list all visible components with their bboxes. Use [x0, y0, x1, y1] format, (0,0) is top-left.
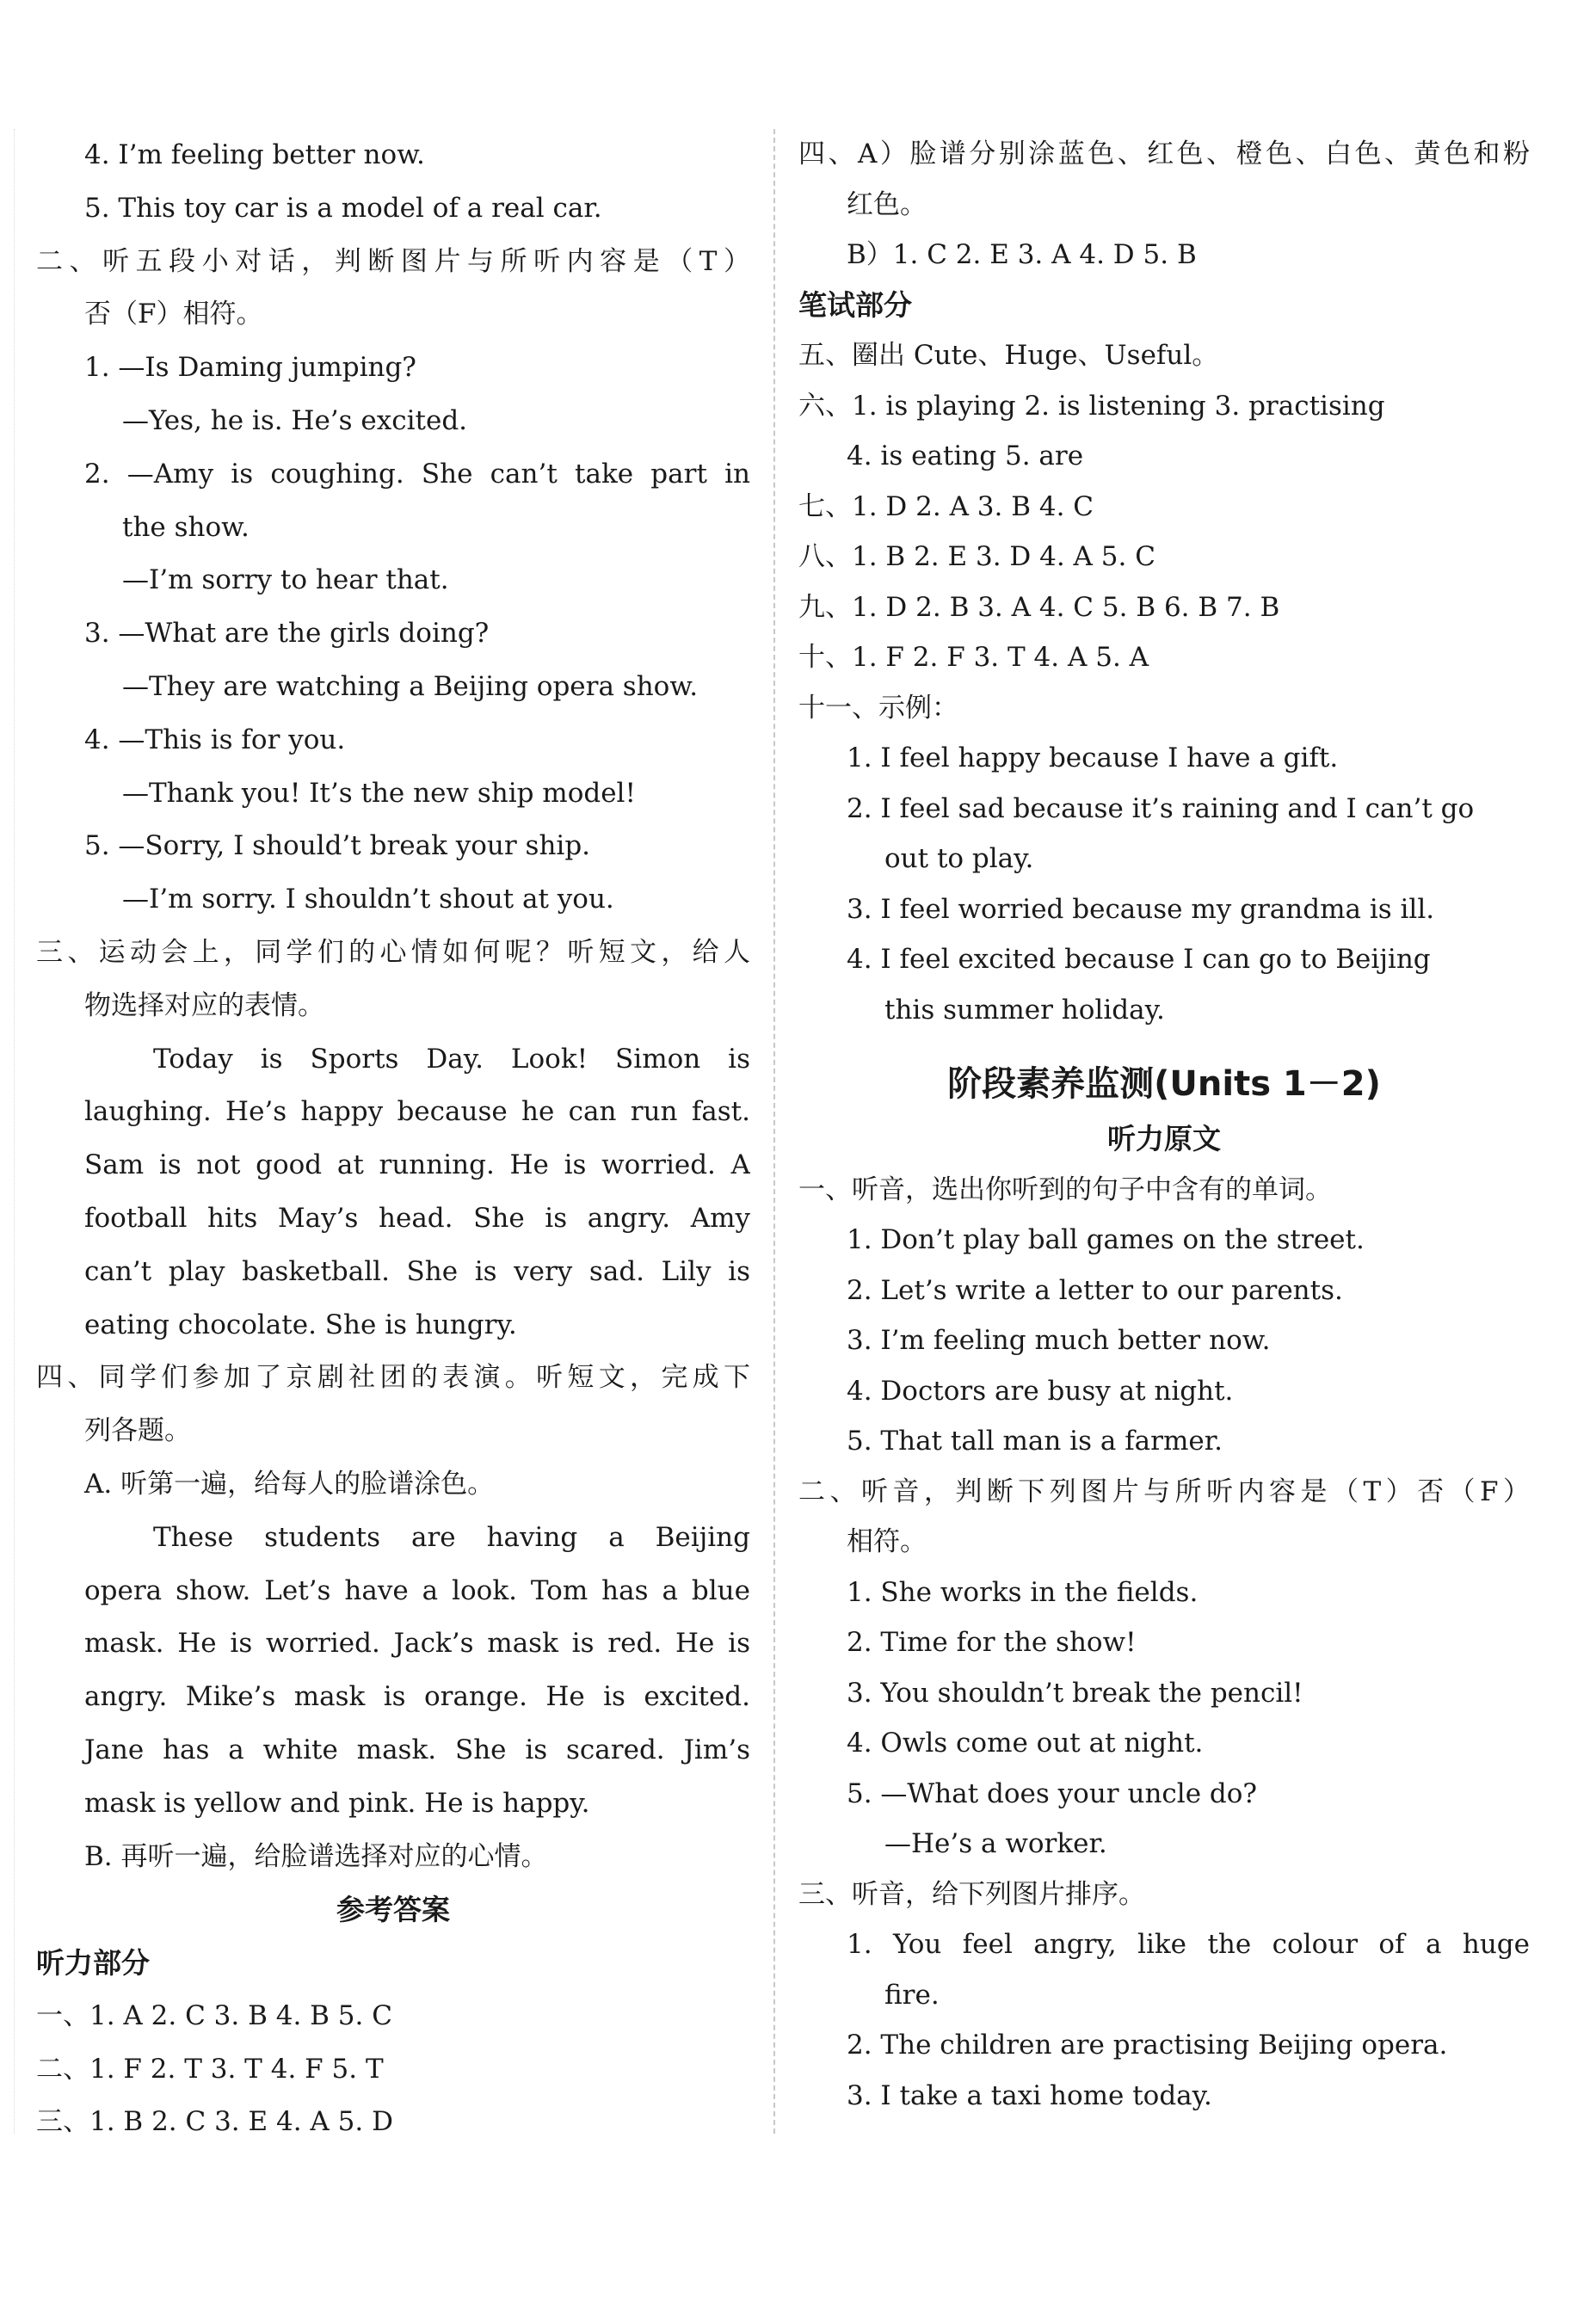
passage-line: mask is yellow and pink. He is happy.	[84, 1787, 590, 1819]
section-heading-3: 三、运动会上，同学们的心情如何呢？听短文，给人	[36, 936, 750, 968]
answer-line: 六、1. is playing 2. is listening 3. practising	[798, 390, 1385, 422]
text-line: 4. —This is for you.	[84, 724, 346, 755]
text-line: A. 听第一遍，给每人的脸谱涂色。	[84, 1468, 495, 1500]
written-part-heading: 笔试部分	[798, 287, 912, 322]
answer-line: 八、1. B 2. E 3. D 4. A 5. C	[798, 541, 1155, 572]
unit-title: 阶段素养监测(Units 1－2)	[947, 1064, 1381, 1104]
text-line: 物选择对应的表情。	[84, 989, 324, 1021]
listening-part-heading: 听力部分	[36, 1946, 150, 1981]
text-line: 2. —Amy is coughing. She can’t take part in	[84, 458, 750, 490]
text-line: 4. I’m feeling better now.	[84, 139, 425, 170]
answer-line: 四、A）脸谱分别涂蓝色、红色、橙色、白色、黄色和粉	[798, 139, 1530, 169]
left-column	[36, 129, 750, 2149]
script-line: —He’s a worker.	[884, 1828, 1107, 1859]
answer-line: 九、1. D 2. B 3. A 4. C 5. B 6. B 7. B	[798, 591, 1280, 623]
answer-line: 4. I feel excited because I can go to Beijing	[847, 944, 1431, 975]
script-line: 二、听音，判断下列图片与所听内容是（T）否（F）	[798, 1475, 1530, 1507]
script-line: 1. You feel angry, like the colour of a huge	[847, 1929, 1530, 1960]
script-line: fire.	[884, 1979, 940, 2011]
answer-line: 1. I feel happy because I have a gift.	[847, 742, 1339, 773]
right-column	[798, 129, 1530, 2121]
answer-line: 3. I feel worried because my grandma is ill.	[847, 893, 1435, 925]
passage-line: eating chocolate. She is hungry.	[84, 1309, 517, 1340]
script-line: 5. —What does your uncle do?	[847, 1777, 1258, 1809]
script-line: 4. Doctors are busy at night.	[847, 1375, 1234, 1407]
passage-line: laughing. He’s happy because he can run fast.	[84, 1096, 750, 1128]
text-line: —Yes, he is. He’s excited.	[122, 404, 468, 436]
script-line: 2. The children are practising Beijing opera.	[847, 2030, 1448, 2061]
text-line: —Thank you! It’s the new ship model!	[122, 777, 636, 809]
answer-line: 十一、示例：	[798, 692, 958, 724]
text-line: 5. —Sorry, I should’t break your ship.	[84, 830, 591, 862]
answer-line: 红色。	[847, 188, 927, 220]
text-line: —I’m sorry. I shouldn’t shout at you.	[122, 884, 614, 915]
answers-title: 参考答案	[336, 1893, 450, 1927]
text-line: 否（F）相符。	[84, 299, 263, 330]
answer-line: 4. is eating 5. are	[847, 440, 1084, 471]
passage-line: opera show. Let’s have a look. Tom has a blue	[84, 1574, 750, 1606]
answer-line: 一、1. A 2. C 3. B 4. B 5. C	[36, 1999, 392, 2031]
text-line: the show.	[122, 511, 250, 543]
passage-line: Jane has a white mask. She is scared. Jim’s	[84, 1734, 750, 1765]
passage-line: football hits May’s head. She is angry. Amy	[84, 1202, 750, 1234]
script-line: 3. I’m feeling much better now.	[847, 1325, 1271, 1356]
section-heading-2: 二、听五段小对话，判断图片与所听内容是（T）	[36, 245, 750, 277]
answer-line: 二、1. F 2. T 3. T 4. F 5. T	[36, 2053, 384, 2085]
passage-line: angry. Mike’s mask is orange. He is excited.	[84, 1681, 750, 1713]
answer-line: 五、圈出 Cute、Huge、Useful。	[798, 340, 1219, 371]
text-line: —They are watching a Beijing opera show.	[122, 670, 699, 702]
passage-line: mask. He is worried. Jack’s mask is red. He is	[84, 1628, 750, 1660]
answer-line: 十、1. F 2. F 3. T 4. A 5. A	[798, 642, 1149, 673]
script-line: 1. She works in the fields.	[847, 1576, 1199, 1608]
script-line: 2. Let’s write a letter to our parents.	[847, 1274, 1343, 1306]
answer-line: this summer holiday.	[884, 994, 1165, 1026]
passage-line: Sam is not good at running. He is worried. A	[84, 1149, 750, 1181]
script-line: 4. Owls come out at night.	[847, 1728, 1204, 1759]
page-edge-line	[14, 129, 15, 2134]
script-title: 听力原文	[1107, 1122, 1221, 1155]
section-heading-4: 四、同学们参加了京剧社团的表演。听短文，完成下	[36, 1362, 750, 1394]
text-line: —I’m sorry to hear that.	[122, 564, 449, 596]
script-line: 三、听音，给下列图片排序。	[798, 1878, 1145, 1910]
passage-line: These students are having a Beijing	[153, 1521, 750, 1553]
script-line: 5. That tall man is a farmer.	[847, 1426, 1223, 1457]
answer-line: 三、1. B 2. C 3. E 4. A 5. D	[36, 2106, 393, 2138]
passage-line: can’t play basketball. She is very sad. Lily is	[84, 1255, 750, 1287]
answer-line: out to play.	[884, 843, 1034, 874]
script-line: 2. Time for the show!	[847, 1627, 1137, 1658]
passage-line: Today is Sports Day. Look! Simon is	[153, 1043, 750, 1075]
text-line: 列各题。	[84, 1415, 191, 1447]
script-line: 1. Don’t play ball games on the street.	[847, 1224, 1365, 1255]
text-line: 3. —What are the girls doing?	[84, 618, 490, 650]
text-line: 1. —Is Daming jumping?	[84, 352, 416, 384]
script-line: 一、听音，选出你听到的句子中含有的单词。	[798, 1174, 1332, 1205]
script-line: 3. I take a taxi home today.	[847, 2079, 1212, 2111]
text-line: 5. This toy car is a model of a real car.	[84, 192, 602, 224]
answer-line: B）1. C 2. E 3. A 4. D 5. B	[847, 239, 1197, 270]
answer-line: 七、1. D 2. A 3. B 4. C	[798, 490, 1094, 522]
column-divider	[773, 129, 775, 2134]
answer-line: 2. I feel sad because it’s raining and I can’t go	[847, 792, 1475, 824]
script-line: 3. You shouldn’t break the pencil!	[847, 1677, 1303, 1709]
script-line: 相符。	[847, 1526, 927, 1557]
text-line: B. 再听一遍，给脸谱选择对应的心情。	[84, 1840, 548, 1872]
